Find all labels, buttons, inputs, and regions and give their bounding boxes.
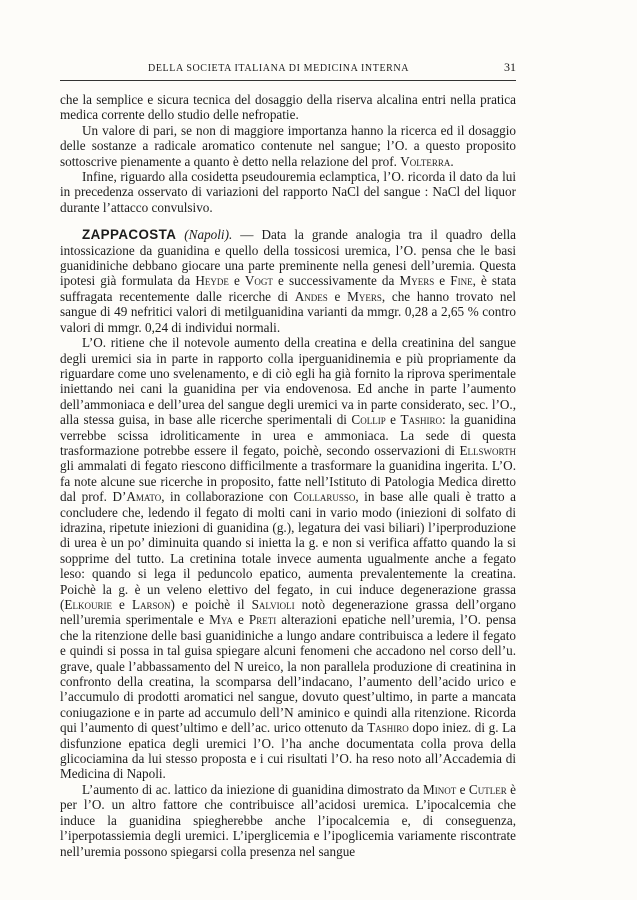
section-gap [60, 215, 516, 227]
header-rule [60, 80, 516, 81]
person-name: Minot [422, 781, 457, 797]
person-name: Collarusso [293, 489, 356, 505]
person-name: Cutler [468, 781, 507, 797]
running-title: DELLA SOCIETA ITALIANA DI MEDICINA INTERNA [148, 63, 410, 74]
author-city: (Napoli). [184, 227, 233, 243]
person-name: Tashiro [400, 412, 442, 428]
person-name: Elkourie [64, 597, 112, 612]
person-name: Vogt [244, 273, 273, 289]
page-number: 31 [504, 60, 516, 74]
person-name: Volterra [400, 153, 451, 169]
running-header [60, 60, 516, 75]
paragraph-lactic-acid: L’aumento di ac. lattico da iniezione di guanidina dimostrato da Minot e Cutler è per l’O. un altro fattore che contribuisce all’acidosi uremica. L’ipocalcemia che induce la guanidina spiegherebbe anche l’ipocalcemia e, di conseguenza, l’iperpotassiemia degli uremici. L’iperglicemia e l’ipoglicemia variamente riscontrate nell’uremia possono spiegarsi colla presenza nel sangue [60, 781, 516, 859]
paragraph-continuation: che la semplice e sicura tecnica del dosaggio della riserva alcalina entri nella pratica medica corrente dello studio delle nefropatie. [60, 92, 516, 123]
person-name: Tashiro [367, 720, 409, 736]
person-name: D’Amato [112, 489, 162, 505]
person-name: Salvioli [251, 597, 295, 612]
paragraph-aromatic: Un valore di pari, se non di maggiore importanza hanno la ricerca ed il dosaggio delle sostanze a radicale aromatico contenute nel sangue; l’O. a questo proposito sottoscrive pienamente a quanto è detto nella relazione del prof. Volterra. [60, 122, 516, 169]
person-name: Andes [294, 288, 328, 304]
person-name: Fine [450, 273, 473, 289]
article-body [60, 92, 516, 859]
person-name: Myers [347, 288, 382, 304]
person-name: Heyde [195, 273, 229, 289]
person-name: Mya [209, 612, 233, 628]
paragraph-pseudouremia: Infine, riguardo alla cosidetta pseudouremia eclamptica, l’O. ricorda il dato da lui in precedenza osservato di variazioni del rapporto NaCl del sangue : NaCl del liquor durante l’attacco convulsivo. [60, 169, 516, 215]
person-name: Collip [351, 412, 386, 428]
person-name: Larson [131, 597, 171, 612]
author-name: ZAPPACOSTA [82, 227, 177, 243]
paragraph-creatine: L’O. ritiene che il notevole aumento della creatina e della creatinina del sangue degli uremici sia in parte in rapporto colla iperguanidinemia e più propriamente da riguardare come uno svelenamento, e di ciò egli ha già fornito la riprova sperimentale iniettando nei cani la guanidina per via endovenosa. Ed anche in parte l’aumento dell’ammoniaca e dell’urea del sangue degli uremici va in parte considerato, sec. l’O., alla stessa guisa, in base alle ricerche sperimentali di Collip e Tashiro: la guanidina verrebbe scissa idroliticamente in urea e ammoniaca. La sede di questa trasformazione potrebbe essere il fegato, poichè, secondo osservazioni di Ellsworth gli ammalati di fegato riescono difficilmente a trasformare la guanidina ingerita. L’O. fa note alcune sue ricerche in proposito, fatte nell’Istituto di Patologia Medica diretto dal prof. D’Amato, in collaborazione con Collarusso, in base alle quali è tratto a concludere che, ledendo il fegato di molti cani in vario modo (iniezioni di solfato di idrazina, ripetute iniezioni di guanidina (g.), legatura dei vasi biliari) l’iperproduzione di urea è un po’ diminuita quando si inietta la g. e non si verifica affatto quando la si sopprime del tutto. La cretinina totale invece aumenta ugualmente anche a fegato leso: quando si lega il peduncolo epatico, aumenta prevalentemente la creatina. Poichè la g. è un veleno elettivo del fegato, in cui induce degenerazione grassa (Elkourie e Larson) e poichè il Salvioli notò degenerazione grassa dell’organo nell’uremia sperimentale e Mya e Preti alterazioni epatiche nell’uremia, l’O. pensa che la ritenzione delle basi guanidiniche a lungo andare contribuisca a ledere il fegato e quindi si possa in tal guisa spiegare alcuni fenomeni che accadono nel corso dell’u. grave, quale l’abbassamento del N ureico, la non parallela produzione di creatinina in confronto della creatina, la scomparsa dell’indacano, l’aumento dell’acido urico e l’accumulo di prodotti aromatici nel sangue, dovuto quest’ultimo, in parte a mancata coniugazione e in parte ad accumulo dell’N aminico e quindi alla ritenzione. Ricorda qui l’aumento di quest’ultimo e dell’ac. urico ottenuto da Tashiro dopo iniez. di g. La disfunzione epatica degli uremici l’O. l’ha anche documentata colla prova della glicociamina da lui stesso proposta e i cui risultati l’O. ha reso noto all’Accademia di Medicina di Napoli. [60, 335, 517, 782]
person-name: Ellsworth [459, 442, 516, 458]
person-name: Preti [248, 612, 277, 628]
paragraph-zappacosta-intro: ZAPPACOSTA (Napoli). — Data la grande analogia tra il quadro della intossicazione da guanidina e quello della tossicosi uremica, l’O. pensa che le basi guanidiniche debbano giocare una parte preminente nella genesi dell’uremia. Questa ipotesi già formulata da Heyde e Vogt e successivamente da Myers e Fine, è stata suffragata recentemente dalle ricerche di Andes e Myers, che hanno trovato nel sangue di 49 nefritici valori di metilguanidina varianti da mmgr. 0,28 a 2,65 % contro valori di mmgr. 0,24 di individui normali. [60, 227, 517, 335]
person-name: Myers [399, 273, 435, 289]
